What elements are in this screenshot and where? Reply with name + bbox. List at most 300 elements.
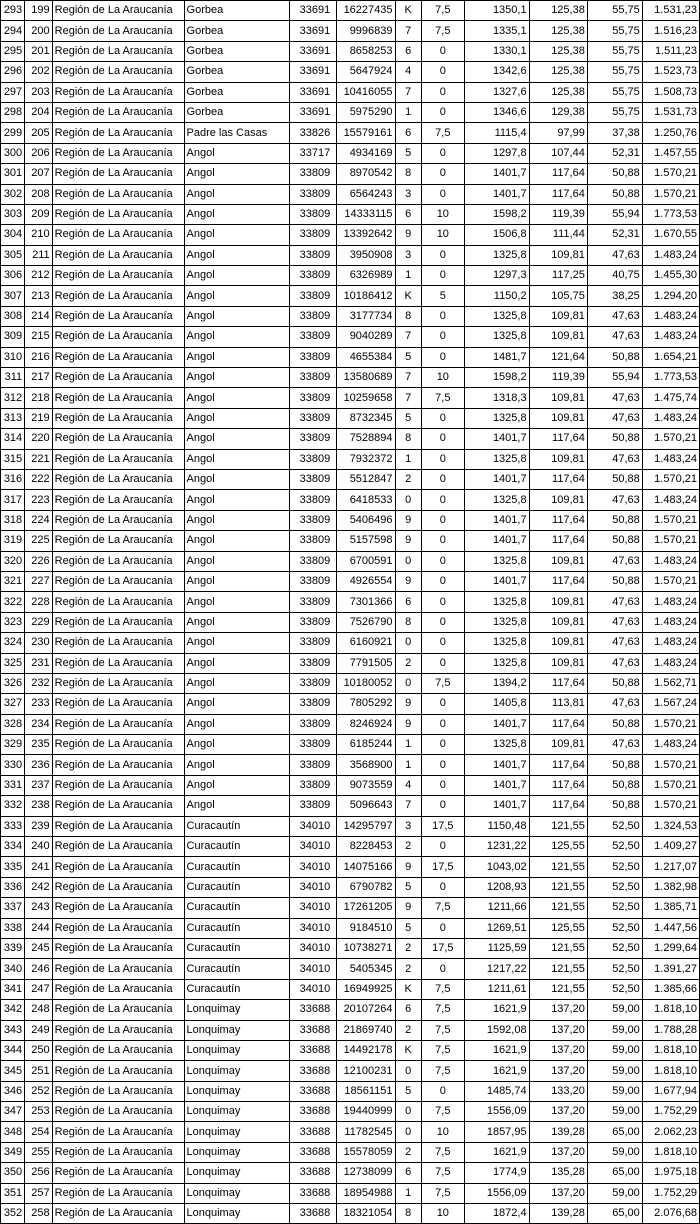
rut-cell: 12738099: [337, 1163, 395, 1183]
total-cell: 1.670,55: [642, 225, 699, 245]
rut-cell: 16949925: [337, 979, 395, 999]
item-number-cell: 258: [25, 1204, 52, 1224]
item-number-cell: 231: [25, 653, 52, 673]
row-number-cell: 336: [1, 877, 25, 897]
total-cell: 1.788,28: [642, 1020, 699, 1040]
row-number-cell: 297: [1, 82, 25, 102]
row-number-cell: 335: [1, 857, 25, 877]
rut-cell: 6564243: [337, 184, 395, 204]
commune-cell: Angol: [184, 633, 290, 653]
table-row: [1, 1081, 700, 1101]
amount-b-cell: 50,88: [587, 164, 642, 184]
table-row: [1, 82, 700, 102]
amount-b-cell: 47,63: [587, 408, 642, 428]
rut-cell: 16227435: [337, 1, 395, 21]
item-number-cell: 229: [25, 612, 52, 632]
table-row: [1, 898, 700, 918]
amount-b-cell: 47,63: [587, 735, 642, 755]
commune-cell: Gorbea: [184, 102, 290, 122]
dv-cell: 1: [395, 266, 421, 286]
rut-cell: 6700591: [337, 551, 395, 571]
amount-b-cell: 52,50: [587, 918, 642, 938]
base-amount-cell: 1401,7: [464, 755, 529, 775]
bonus-cell: 17,5: [421, 816, 464, 836]
amount-b-cell: 65,00: [587, 1122, 642, 1142]
total-cell: 2.062,23: [642, 1122, 699, 1142]
code-cell: 33809: [290, 694, 337, 714]
commune-cell: Angol: [184, 653, 290, 673]
item-number-cell: 210: [25, 225, 52, 245]
base-amount-cell: 1506,8: [464, 225, 529, 245]
bonus-cell: 0: [421, 796, 464, 816]
row-number-cell: 344: [1, 1040, 25, 1060]
amount-a-cell: 125,38: [529, 21, 587, 41]
table-row: [1, 225, 700, 245]
table-row: [1, 408, 700, 428]
row-number-cell: 313: [1, 408, 25, 428]
code-cell: 33809: [290, 429, 337, 449]
rut-cell: 7791505: [337, 653, 395, 673]
amount-a-cell: 117,64: [529, 429, 587, 449]
table-row: [1, 938, 700, 958]
amount-a-cell: 121,55: [529, 877, 587, 897]
region-cell: Región de La Araucanía: [52, 266, 184, 286]
table-row: [1, 469, 700, 489]
row-number-cell: 294: [1, 21, 25, 41]
code-cell: 33688: [290, 1020, 337, 1040]
rut-cell: 10186412: [337, 286, 395, 306]
base-amount-cell: 1342,6: [464, 62, 529, 82]
table-row: [1, 694, 700, 714]
rut-cell: 6185244: [337, 735, 395, 755]
rut-cell: 18954988: [337, 1183, 395, 1203]
code-cell: 34010: [290, 877, 337, 897]
amount-b-cell: 47,63: [587, 388, 642, 408]
bonus-cell: 0: [421, 714, 464, 734]
code-cell: 34010: [290, 857, 337, 877]
commune-cell: Gorbea: [184, 62, 290, 82]
region-cell: Región de La Araucanía: [52, 735, 184, 755]
commune-cell: Angol: [184, 775, 290, 795]
amount-b-cell: 50,88: [587, 714, 642, 734]
amount-a-cell: 129,38: [529, 102, 587, 122]
commune-cell: Gorbea: [184, 82, 290, 102]
rut-cell: 10180052: [337, 673, 395, 693]
total-cell: 1.752,29: [642, 1102, 699, 1122]
base-amount-cell: 1208,93: [464, 877, 529, 897]
dv-cell: 2: [395, 959, 421, 979]
total-cell: 1.483,24: [642, 245, 699, 265]
total-cell: 1.773,53: [642, 204, 699, 224]
bonus-cell: 0: [421, 143, 464, 163]
region-cell: Región de La Araucanía: [52, 959, 184, 979]
region-cell: Región de La Araucanía: [52, 694, 184, 714]
bonus-cell: 17,5: [421, 938, 464, 958]
code-cell: 34010: [290, 979, 337, 999]
item-number-cell: 212: [25, 266, 52, 286]
item-number-cell: 204: [25, 102, 52, 122]
dv-cell: 3: [395, 184, 421, 204]
bonus-cell: 0: [421, 551, 464, 571]
item-number-cell: 240: [25, 837, 52, 857]
rut-cell: 10259658: [337, 388, 395, 408]
commune-cell: Angol: [184, 408, 290, 428]
base-amount-cell: 1401,7: [464, 184, 529, 204]
row-number-cell: 305: [1, 245, 25, 265]
amount-a-cell: 125,55: [529, 918, 587, 938]
base-amount-cell: 1115,4: [464, 123, 529, 143]
bonus-cell: 7,5: [421, 1163, 464, 1183]
total-cell: 1.570,21: [642, 510, 699, 530]
amount-b-cell: 59,00: [587, 1081, 642, 1101]
row-number-cell: 301: [1, 164, 25, 184]
dv-cell: 6: [395, 592, 421, 612]
code-cell: 34010: [290, 938, 337, 958]
table-row: [1, 959, 700, 979]
region-cell: Región de La Araucanía: [52, 1040, 184, 1060]
bonus-cell: 7,5: [421, 1142, 464, 1162]
bonus-cell: 0: [421, 694, 464, 714]
amount-b-cell: 52,50: [587, 979, 642, 999]
dv-cell: K: [395, 1, 421, 21]
total-cell: 1.483,24: [642, 306, 699, 326]
commune-cell: Gorbea: [184, 21, 290, 41]
bonus-cell: 0: [421, 408, 464, 428]
region-cell: Región de La Araucanía: [52, 143, 184, 163]
table-row: [1, 837, 700, 857]
row-number-cell: 299: [1, 123, 25, 143]
region-cell: Región de La Araucanía: [52, 633, 184, 653]
rut-cell: 6326989: [337, 266, 395, 286]
code-cell: 33809: [290, 592, 337, 612]
code-cell: 33691: [290, 62, 337, 82]
region-cell: Región de La Araucanía: [52, 388, 184, 408]
bonus-cell: 7,5: [421, 979, 464, 999]
code-cell: 33809: [290, 796, 337, 816]
dv-cell: 4: [395, 62, 421, 82]
total-cell: 1.391,27: [642, 959, 699, 979]
region-cell: Región de La Araucanía: [52, 306, 184, 326]
table-row: [1, 245, 700, 265]
commune-cell: Angol: [184, 571, 290, 591]
amount-a-cell: 117,64: [529, 510, 587, 530]
table-row: [1, 1, 700, 21]
total-cell: 1.294,20: [642, 286, 699, 306]
item-number-cell: 201: [25, 41, 52, 61]
amount-a-cell: 109,81: [529, 388, 587, 408]
bonus-cell: 7,5: [421, 1000, 464, 1020]
amount-b-cell: 47,63: [587, 633, 642, 653]
amount-a-cell: 109,81: [529, 327, 587, 347]
region-cell: Región de La Araucanía: [52, 938, 184, 958]
row-number-cell: 315: [1, 449, 25, 469]
rut-cell: 10738271: [337, 938, 395, 958]
total-cell: 1.511,23: [642, 41, 699, 61]
rut-cell: 9184510: [337, 918, 395, 938]
base-amount-cell: 1211,61: [464, 979, 529, 999]
dv-cell: 9: [395, 510, 421, 530]
amount-b-cell: 55,75: [587, 21, 642, 41]
item-number-cell: 243: [25, 898, 52, 918]
table-row: [1, 41, 700, 61]
table-row: [1, 775, 700, 795]
code-cell: 33809: [290, 245, 337, 265]
region-cell: Región de La Araucanía: [52, 164, 184, 184]
item-number-cell: 244: [25, 918, 52, 938]
code-cell: 33688: [290, 1040, 337, 1060]
table-row: [1, 979, 700, 999]
table-row: [1, 571, 700, 591]
bonus-cell: 0: [421, 775, 464, 795]
amount-a-cell: 137,20: [529, 1061, 587, 1081]
table-row: [1, 755, 700, 775]
commune-cell: Lonquimay: [184, 1122, 290, 1142]
code-cell: 33688: [290, 1000, 337, 1020]
base-amount-cell: 1325,8: [464, 735, 529, 755]
base-amount-cell: 1401,7: [464, 469, 529, 489]
base-amount-cell: 1621,9: [464, 1000, 529, 1020]
commune-cell: Lonquimay: [184, 1061, 290, 1081]
commune-cell: Angol: [184, 388, 290, 408]
amount-b-cell: 47,63: [587, 694, 642, 714]
amount-a-cell: 117,64: [529, 571, 587, 591]
base-amount-cell: 1150,48: [464, 816, 529, 836]
rut-cell: 7932372: [337, 449, 395, 469]
base-amount-cell: 1297,8: [464, 143, 529, 163]
amount-b-cell: 55,94: [587, 204, 642, 224]
amount-a-cell: 137,20: [529, 1183, 587, 1203]
item-number-cell: 202: [25, 62, 52, 82]
bonus-cell: 7,5: [421, 21, 464, 41]
table-row: [1, 714, 700, 734]
region-cell: Región de La Araucanía: [52, 429, 184, 449]
code-cell: 33809: [290, 327, 337, 347]
region-cell: Región de La Araucanía: [52, 123, 184, 143]
row-number-cell: 311: [1, 368, 25, 388]
item-number-cell: 213: [25, 286, 52, 306]
code-cell: 33809: [290, 775, 337, 795]
region-cell: Región de La Araucanía: [52, 1081, 184, 1101]
item-number-cell: 257: [25, 1183, 52, 1203]
item-number-cell: 254: [25, 1122, 52, 1142]
row-number-cell: 331: [1, 775, 25, 795]
code-cell: 33717: [290, 143, 337, 163]
dv-cell: 9: [395, 225, 421, 245]
rut-cell: 4934169: [337, 143, 395, 163]
amount-a-cell: 117,25: [529, 266, 587, 286]
table-body: [1, 1, 700, 1224]
base-amount-cell: 1150,2: [464, 286, 529, 306]
base-amount-cell: 1598,2: [464, 204, 529, 224]
row-number-cell: 338: [1, 918, 25, 938]
region-cell: Región de La Araucanía: [52, 857, 184, 877]
amount-a-cell: 107,44: [529, 143, 587, 163]
dv-cell: 9: [395, 898, 421, 918]
commune-cell: Angol: [184, 225, 290, 245]
region-cell: Región de La Araucanía: [52, 41, 184, 61]
rut-cell: 7526790: [337, 612, 395, 632]
code-cell: 34010: [290, 837, 337, 857]
amount-b-cell: 50,88: [587, 755, 642, 775]
amount-b-cell: 50,88: [587, 429, 642, 449]
dv-cell: 7: [395, 796, 421, 816]
region-cell: Región de La Araucanía: [52, 592, 184, 612]
amount-b-cell: 55,75: [587, 82, 642, 102]
item-number-cell: 249: [25, 1020, 52, 1040]
table-row: [1, 204, 700, 224]
bonus-cell: 0: [421, 592, 464, 612]
amount-b-cell: 65,00: [587, 1163, 642, 1183]
code-cell: 33691: [290, 82, 337, 102]
region-cell: Región de La Araucanía: [52, 184, 184, 204]
rut-cell: 5406496: [337, 510, 395, 530]
rut-cell: 5157598: [337, 531, 395, 551]
base-amount-cell: 1401,7: [464, 571, 529, 591]
dv-cell: 0: [395, 673, 421, 693]
amount-a-cell: 121,55: [529, 898, 587, 918]
code-cell: 34010: [290, 959, 337, 979]
item-number-cell: 255: [25, 1142, 52, 1162]
commune-cell: Curacautín: [184, 918, 290, 938]
bonus-cell: 0: [421, 306, 464, 326]
amount-a-cell: 117,64: [529, 673, 587, 693]
table-row: [1, 449, 700, 469]
region-cell: Región de La Araucanía: [52, 469, 184, 489]
item-number-cell: 236: [25, 755, 52, 775]
dv-cell: 7: [395, 368, 421, 388]
dv-cell: 6: [395, 41, 421, 61]
commune-cell: Angol: [184, 204, 290, 224]
table-row: [1, 735, 700, 755]
bonus-cell: 0: [421, 633, 464, 653]
bonus-cell: 0: [421, 82, 464, 102]
dv-cell: 5: [395, 877, 421, 897]
row-number-cell: 352: [1, 1204, 25, 1224]
amount-a-cell: 121,55: [529, 959, 587, 979]
item-number-cell: 226: [25, 551, 52, 571]
row-number-cell: 293: [1, 1, 25, 21]
code-cell: 33809: [290, 531, 337, 551]
item-number-cell: 225: [25, 531, 52, 551]
table-row: [1, 857, 700, 877]
item-number-cell: 208: [25, 184, 52, 204]
total-cell: 1.567,24: [642, 694, 699, 714]
total-cell: 1.250,76: [642, 123, 699, 143]
total-cell: 1.818,10: [642, 1000, 699, 1020]
row-number-cell: 321: [1, 571, 25, 591]
region-cell: Región de La Araucanía: [52, 837, 184, 857]
base-amount-cell: 1231,22: [464, 837, 529, 857]
commune-cell: Curacautín: [184, 816, 290, 836]
base-amount-cell: 1401,7: [464, 775, 529, 795]
amount-a-cell: 117,64: [529, 164, 587, 184]
amount-a-cell: 117,64: [529, 755, 587, 775]
total-cell: 1.217,07: [642, 857, 699, 877]
table-row: [1, 164, 700, 184]
row-number-cell: 320: [1, 551, 25, 571]
bonus-cell: 0: [421, 449, 464, 469]
dv-cell: 6: [395, 204, 421, 224]
commune-cell: Lonquimay: [184, 1142, 290, 1162]
amount-a-cell: 119,39: [529, 368, 587, 388]
bonus-cell: 0: [421, 571, 464, 591]
total-cell: 1.483,24: [642, 633, 699, 653]
table-row: [1, 918, 700, 938]
base-amount-cell: 1401,7: [464, 714, 529, 734]
base-amount-cell: 1621,9: [464, 1142, 529, 1162]
row-number-cell: 322: [1, 592, 25, 612]
item-number-cell: 237: [25, 775, 52, 795]
code-cell: 33688: [290, 1061, 337, 1081]
table-row: [1, 306, 700, 326]
base-amount-cell: 1330,1: [464, 41, 529, 61]
dv-cell: 2: [395, 653, 421, 673]
bonus-cell: 5: [421, 286, 464, 306]
amount-a-cell: 109,81: [529, 735, 587, 755]
bonus-cell: 0: [421, 510, 464, 530]
rut-cell: 3950908: [337, 245, 395, 265]
rut-cell: 6790782: [337, 877, 395, 897]
item-number-cell: 219: [25, 408, 52, 428]
bonus-cell: 0: [421, 245, 464, 265]
item-number-cell: 247: [25, 979, 52, 999]
total-cell: 1.818,10: [642, 1061, 699, 1081]
dv-cell: 5: [395, 1081, 421, 1101]
base-amount-cell: 1125,59: [464, 938, 529, 958]
item-number-cell: 203: [25, 82, 52, 102]
total-cell: 1.570,21: [642, 796, 699, 816]
table-row: [1, 653, 700, 673]
total-cell: 1.409,27: [642, 837, 699, 857]
bonus-cell: 0: [421, 164, 464, 184]
bonus-cell: 7,5: [421, 1, 464, 21]
rut-cell: 7301366: [337, 592, 395, 612]
code-cell: 33691: [290, 21, 337, 41]
row-number-cell: 323: [1, 612, 25, 632]
bonus-cell: 10: [421, 1122, 464, 1142]
row-number-cell: 339: [1, 938, 25, 958]
amount-b-cell: 47,63: [587, 592, 642, 612]
rut-cell: 8228453: [337, 837, 395, 857]
bonus-cell: 0: [421, 735, 464, 755]
region-cell: Región de La Araucanía: [52, 877, 184, 897]
row-number-cell: 342: [1, 1000, 25, 1020]
commune-cell: Curacautín: [184, 898, 290, 918]
dv-cell: 2: [395, 1020, 421, 1040]
commune-cell: Angol: [184, 266, 290, 286]
amount-a-cell: 139,28: [529, 1204, 587, 1224]
bonus-cell: 0: [421, 102, 464, 122]
amount-a-cell: 109,81: [529, 633, 587, 653]
commune-cell: Angol: [184, 327, 290, 347]
code-cell: 33809: [290, 408, 337, 428]
amount-b-cell: 38,25: [587, 286, 642, 306]
item-number-cell: 211: [25, 245, 52, 265]
base-amount-cell: 1297,3: [464, 266, 529, 286]
amount-b-cell: 52,31: [587, 143, 642, 163]
table-row: [1, 21, 700, 41]
rut-cell: 10416055: [337, 82, 395, 102]
dv-cell: K: [395, 1040, 421, 1060]
code-cell: 33691: [290, 41, 337, 61]
total-cell: 1.299,64: [642, 938, 699, 958]
item-number-cell: 209: [25, 204, 52, 224]
total-cell: 1.483,24: [642, 592, 699, 612]
code-cell: 33809: [290, 347, 337, 367]
region-cell: Región de La Araucanía: [52, 796, 184, 816]
bonus-cell: 0: [421, 755, 464, 775]
rut-cell: 15579161: [337, 123, 395, 143]
